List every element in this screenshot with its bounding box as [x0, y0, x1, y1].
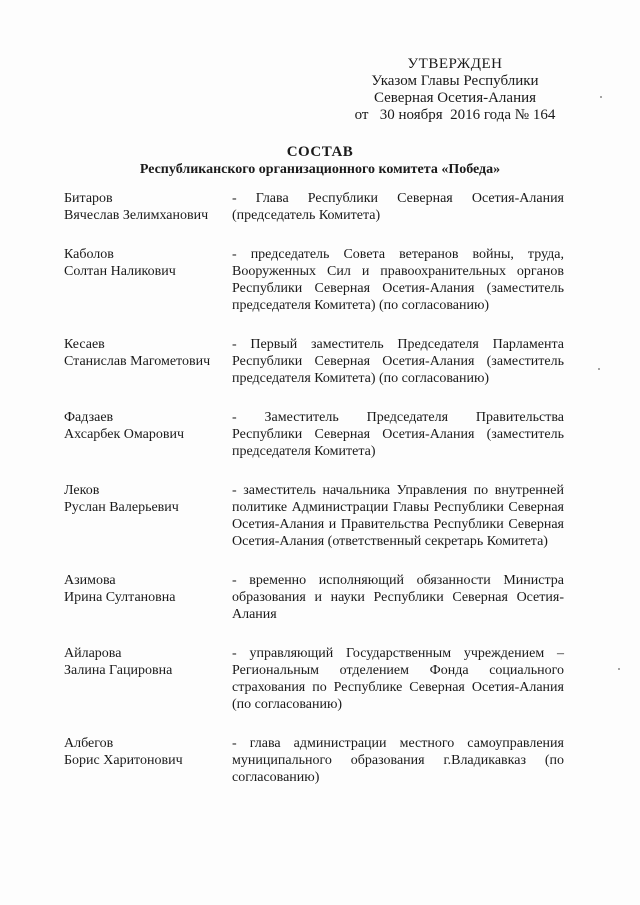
- member-surname: Айларова: [64, 646, 122, 661]
- member-surname: Каболов: [64, 247, 114, 262]
- member-given-name: Ахсарбек Омарович: [64, 427, 184, 442]
- member-role: - глава администрации местного самоуправления муниципального образования г.Владикавказ (по согласованию): [232, 736, 564, 785]
- member-name: [64, 482, 232, 550]
- member-role: - заместитель начальника Управления по внутренней политике Администрации Главы Республики Северная Осетия-Алания и Правительства Республики Северная Осетия-Алания (ответственный секретарь Комитета): [232, 483, 564, 549]
- member-entry: [64, 409, 564, 460]
- member-entry: [64, 482, 564, 550]
- member-surname: Албегов: [64, 736, 114, 751]
- member-given-name: Ирина Султановна: [64, 590, 176, 605]
- scan-speck: [618, 668, 620, 670]
- member-entry: [64, 246, 564, 314]
- member-surname: Кесаев: [64, 337, 105, 352]
- member-role: - временно исполняющий обязанности Министра образования и науки Республики Северная Осетия-Алания: [232, 573, 564, 622]
- scan-speck: [598, 368, 600, 370]
- member-entry: [64, 572, 564, 623]
- approval-decree: Указом Главы Республики: [371, 73, 539, 89]
- member-entry: [64, 336, 564, 387]
- member-name: [64, 645, 232, 713]
- member-name: [64, 572, 232, 623]
- member-given-name: Борис Харитонович: [64, 753, 183, 768]
- member-role: - председатель Совета ветеранов войны, труда, Вооруженных Сил и правоохранительных органов Республики Северная Осетия-Алания (заместитель председателя Комитета) (по согласованию): [232, 247, 564, 313]
- member-given-name: Руслан Валерьевич: [64, 500, 179, 515]
- member-role: - Глава Республики Северная Осетия-Алания (председатель Комитета): [232, 191, 564, 223]
- member-name: [64, 735, 232, 786]
- member-given-name: Станислав Магометович: [64, 354, 211, 369]
- document-subtitle: Республиканского организационного комитета «Победа»: [139, 162, 501, 177]
- document-heading: [60, 143, 580, 179]
- member-entry: [64, 645, 564, 713]
- document-title: СОСТАВ: [286, 144, 354, 160]
- member-surname: Фадзаев: [64, 410, 114, 425]
- member-name: [64, 336, 232, 387]
- member-surname: Азимова: [64, 573, 116, 588]
- member-given-name: Залина Гацировна: [64, 663, 173, 678]
- member-name: [64, 409, 232, 460]
- member-given-name: Вячеслав Зелимханович: [64, 208, 209, 223]
- member-name: [64, 190, 232, 224]
- approval-title: УТВЕРЖДЕН: [407, 56, 503, 72]
- approval-stamp: [330, 56, 580, 124]
- member-entry: [64, 735, 564, 786]
- member-name: [64, 246, 232, 314]
- member-surname: Битаров: [64, 191, 113, 206]
- member-entry: [64, 190, 564, 224]
- member-role: - Первый заместитель Председателя Парламента Республики Северная Осетия-Алания (заместитель председателя Комитета) (по согласованию): [232, 337, 564, 386]
- approval-region: Северная Осетия-Алания: [373, 90, 537, 106]
- approval-date: от 30 ноября 2016 года № 164: [354, 107, 556, 123]
- member-given-name: Солтан Наликович: [64, 264, 176, 279]
- member-list: [64, 190, 564, 786]
- member-role: - управляющий Государственным учреждением – Региональным отделением Фонда социального страхования по Республике Северная Осетия-Алания (по согласованию): [232, 646, 564, 712]
- scan-speck: [600, 96, 602, 98]
- member-role: - Заместитель Председателя Правительства Республики Северная Осетия-Алания (заместитель председателя Комитета): [232, 410, 564, 459]
- member-surname: Леков: [64, 483, 100, 498]
